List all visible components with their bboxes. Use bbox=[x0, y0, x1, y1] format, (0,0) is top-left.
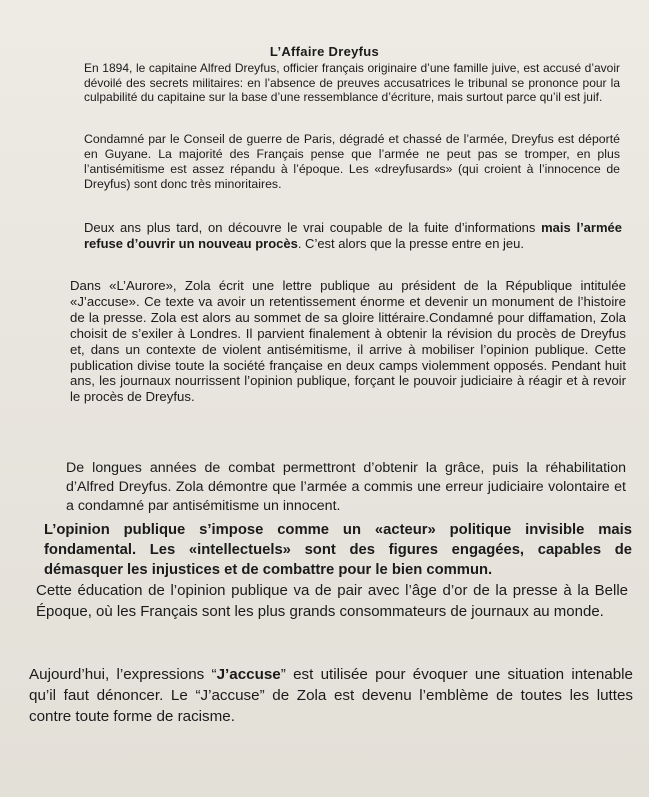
paragraph-jaccuse-today-text-start: Aujourd’hui, l’expressions “ bbox=[29, 666, 217, 683]
paragraph-rehabilitation: De longues années de combat permettront d’obtenir la grâce, puis la réhabilitation d’Alfred Dreyfus. Zola démontre que l’armée a commis une erreur judiciaire volontaire et a condamné par antisémitisme un innocent. bbox=[66, 460, 626, 514]
paragraph-accusation: En 1894, le capitaine Alfred Dreyfus, officier français originaire d’une famille juive, est accusé d’avoir dévoilé des secrets militaires: en l’absence de preuves accusatrices le tribunal se prononce pour la culpabilité du capitaine sur la base d’une ressemblance d’écriture, mais surtout parce qu’il est juif. bbox=[84, 61, 620, 104]
paragraph-press-golden-age: Cette éducation de l’opinion publique va de pair avec l’âge d’or de la presse à la Belle Époque, où les Français sont les plus grands consommateurs de journaux au monde. bbox=[36, 582, 628, 620]
paragraph-true-culprit-text-start: Deux ans plus tard, on découvre le vrai coupable de la fuite d’informations bbox=[84, 220, 542, 235]
paragraph-jaccuse-today-text-end: ” est utilisée pour évoquer une situation intenable qu’il faut dénoncer. Le “J’accuse” de Zola est devenu l’emblème de toutes les luttes contre toute forme de racisme. bbox=[29, 666, 633, 725]
paragraph-condemnation: Condamné par le Conseil de guerre de Paris, dégradé et chassé de l’armée, Dreyfus est déporté en Guyane. La majorité des Français pense que l’armée ne peut pas se tromper, en plus l’antisémitisme est assez répandu à l’époque. Les «dreyfusards» (qui croient à l’innocence de Dreyfus) sont donc très minoritaires. bbox=[84, 132, 620, 191]
paragraph-jaccuse-today bbox=[29, 664, 633, 727]
paragraph-true-culprit-text-end: . C’est alors que la presse entre en jeu. bbox=[297, 235, 525, 251]
paragraph-jaccuse-today-emphasis: J’accuse bbox=[216, 666, 281, 683]
paragraph-true-culprit bbox=[84, 220, 622, 251]
paragraph-true-culprit-emphasis: mais l’armée refuse d’ouvrir un nouveau procès bbox=[84, 220, 622, 251]
paragraph-public-opinion: L’opinion publique s’impose comme un «acteur» politique invisible mais fondamental. Les «intellectuels» sont des figures engagées, capables de démasquer les injustices et de combattre pour le bien commun. bbox=[44, 522, 632, 578]
document-title: L’Affaire Dreyfus bbox=[269, 44, 380, 59]
paragraph-jaccuse-letter: Dans «L’Aurore», Zola écrit une lettre publique au président de la République intitulée «J’accuse». Ce texte va avoir un retentissement énorme et devenir un monument de l’histoire de la presse. Zola est alors au sommet de sa gloire littéraire.Condamné pour diffamation, Zola choisit de s’exiler à Londres. Il parvient finalement à obtenir la révision du procès de Dreyfus et, dans un contexte de violent antisémitisme, il arrive à mobiliser l’opinion publique. Cette publication divise toute la société française en deux camps violemment opposés. Pendant huit ans, les journaux nourrissent l’opinion publique, forçant le pouvoir judiciaire à réagir et à revoir le procès de Dreyfus. bbox=[70, 278, 626, 405]
